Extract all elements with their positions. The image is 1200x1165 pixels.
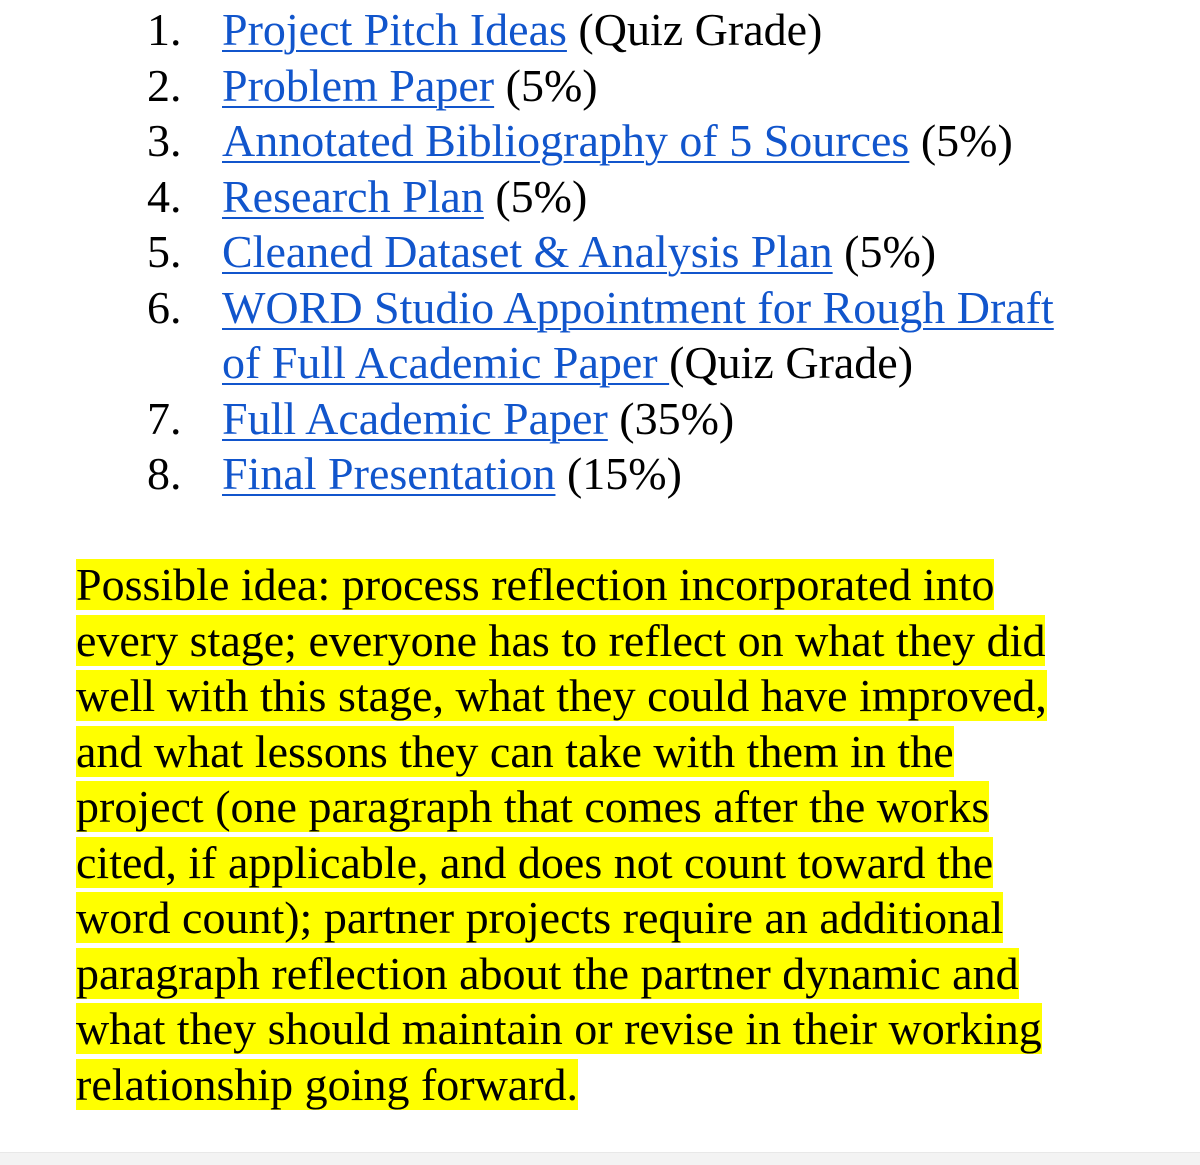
link-word-studio-appointment[interactable]: WORD Studio Appointment for Rough Draft	[222, 281, 1054, 333]
grade-weight: (Quiz Grade)	[566, 4, 823, 55]
list-number: 5.	[147, 226, 182, 277]
link-full-academic-paper[interactable]: Full Academic Paper	[222, 392, 608, 444]
note-line: word count); partner projects require an additional	[76, 892, 1004, 943]
assignment-list	[0, 2, 1200, 502]
note-line: project (one paragraph that comes after the works	[76, 781, 990, 832]
link-problem-paper[interactable]: Problem Paper	[222, 59, 495, 111]
link-word-studio-appointment-cont[interactable]: of Full Academic Paper	[222, 337, 670, 388]
list-item	[0, 169, 1200, 225]
list-number: 7.	[147, 392, 182, 444]
grade-weight: (5%)	[832, 226, 937, 277]
list-number: 6.	[147, 281, 182, 333]
list-number: 3.	[147, 115, 182, 166]
note-line: well with this stage, what they could have improved,	[76, 670, 1047, 721]
list-item	[0, 446, 1200, 502]
link-annotated-bibliography[interactable]: Annotated Bibliography of 5 Sources	[222, 115, 910, 166]
list-number: 1.	[147, 4, 182, 55]
grade-weight: (5%)	[909, 115, 1013, 166]
list-item	[0, 2, 1200, 58]
list-item	[0, 58, 1200, 114]
highlighted-note	[76, 557, 1106, 1112]
grade-weight: (15%)	[555, 448, 682, 499]
grade-weight: (35%)	[607, 392, 735, 444]
list-number: 2.	[147, 59, 182, 111]
note-line: what they should maintain or revise in their working	[76, 1003, 1042, 1054]
link-research-plan[interactable]: Research Plan	[222, 170, 484, 222]
list-number: 4.	[147, 170, 182, 222]
list-item	[0, 391, 1200, 447]
list-item	[0, 224, 1200, 280]
list-item	[0, 113, 1200, 169]
note-line: cited, if applicable, and does not count toward the	[76, 836, 994, 888]
list-number: 8.	[147, 448, 182, 499]
note-line: every stage; everyone has to reflect on what they did	[76, 614, 1046, 666]
link-final-presentation[interactable]: Final Presentation	[222, 448, 556, 499]
note-line: and what lessons they can take with them in the	[76, 725, 954, 777]
note-line: Possible idea: process reflection incorporated into	[76, 559, 995, 610]
note-line: paragraph reflection about the partner dynamic and	[76, 947, 1019, 999]
note-line: relationship going forward.	[76, 1058, 579, 1110]
grade-weight: (5%)	[483, 170, 588, 222]
link-project-pitch-ideas[interactable]: Project Pitch Ideas	[222, 4, 567, 55]
page-bottom-edge	[0, 1152, 1200, 1165]
grade-weight: (5%)	[494, 59, 598, 111]
list-item	[0, 280, 1200, 391]
link-cleaned-dataset[interactable]: Cleaned Dataset & Analysis Plan	[222, 226, 833, 277]
grade-weight: (Quiz Grade)	[669, 337, 914, 388]
